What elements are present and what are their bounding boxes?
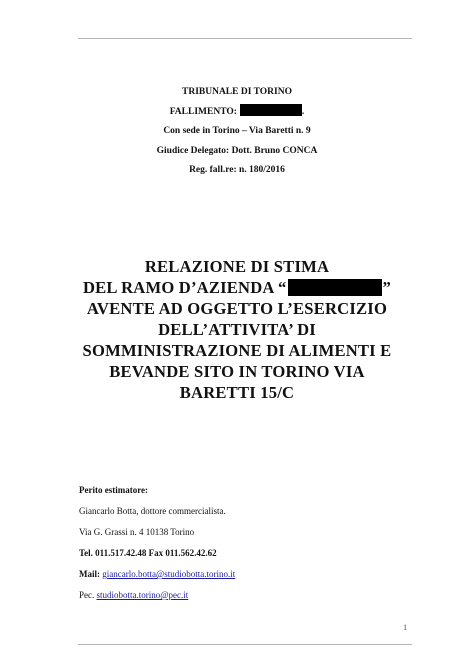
sede-line: Con sede in Torino – Via Baretti n. 9: [163, 126, 311, 136]
mail-line: [79, 564, 235, 585]
fallimento-suffix: .: [301, 106, 305, 117]
mail-label: Mail:: [79, 569, 100, 579]
pec-label: Pec.: [79, 590, 95, 600]
title-line-3: AVENTE AD OGGETTO L’ESERCIZIO: [86, 299, 388, 318]
redaction-bar: [240, 104, 305, 117]
perito-address: Via G. Grassi n. 4 10138 Torino: [79, 527, 195, 537]
phone-fax-line: Tel. 011.517.42.48 Fax 011.562.42.62: [79, 548, 217, 558]
title-line-1: RELAZIONE DI STIMA: [144, 257, 330, 276]
fallimento-label: FALLIMENTO:: [169, 106, 237, 117]
fallimento-line: [0, 103, 474, 123]
court-header: [0, 83, 474, 181]
title-line-2-prefix: DEL RAMO D’AZIENDA “: [82, 278, 287, 297]
title-line-2: [0, 277, 474, 298]
page-number: 1: [403, 622, 408, 632]
footer-rule: [78, 644, 412, 645]
title-line-7: BARETTI 15/C: [179, 383, 295, 402]
mail-link[interactable]: giancarlo.botta@studiobotta.torino.it: [102, 569, 236, 579]
title-line-2-suffix: ”: [382, 278, 392, 297]
title-line-4: DELL’ATTIVITA’ DI: [158, 320, 316, 339]
reg-line: Reg. fall.re: n. 180/2016: [189, 165, 285, 175]
header-rule: [78, 38, 412, 39]
report-title: [0, 256, 474, 403]
redaction-bar: [288, 279, 382, 296]
title-line-6: BEVANDE SITO IN TORINO VIA: [109, 362, 365, 381]
giudice-line: Giudice Delegato: Dott. Bruno CONCA: [156, 145, 318, 156]
contact-block: [79, 480, 235, 606]
pec-link[interactable]: studiobotta.torino@pec.it: [96, 590, 189, 600]
court-name: TRIBUNALE DI TORINO: [182, 87, 292, 97]
pec-line: [79, 585, 235, 606]
title-line-5: SOMMINISTRAZIONE DI ALIMENTI E: [82, 341, 392, 360]
perito-label: Perito estimatore:: [79, 485, 149, 495]
perito-name: Giancarlo Botta, dottore commercialista.: [79, 506, 226, 516]
